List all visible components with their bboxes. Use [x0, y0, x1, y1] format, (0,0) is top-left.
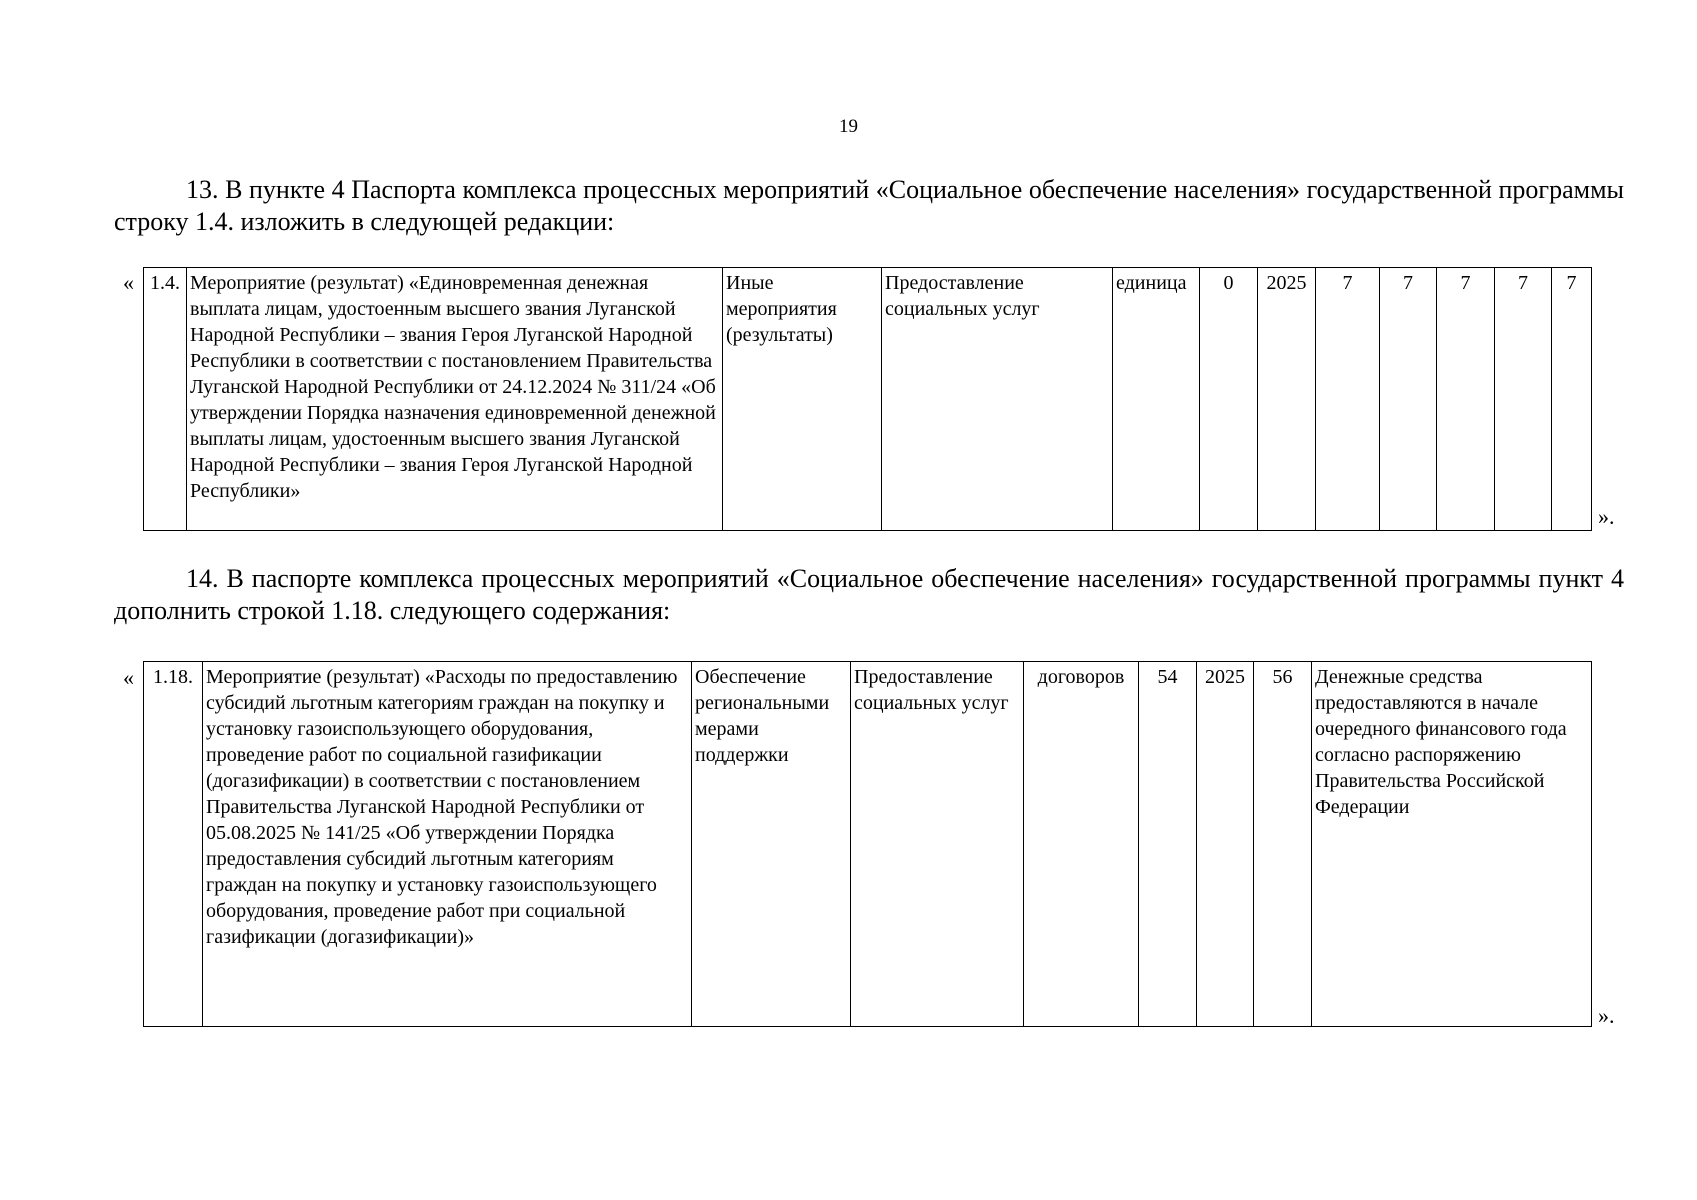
closing-quote-2: ».	[1598, 1003, 1615, 1028]
page-number: 19	[839, 116, 858, 137]
note: Денежные средства предоставляются в начале очередного финансового года согласно распоряжению Правительства Российской Федерации	[1312, 662, 1592, 1027]
paragraph-14: 14. В паспорте комплекса процессных мероприятий «Социальное обеспечение населения» государственной программы пункт 4 дополнить строкой 1.18. следующего содержания:	[114, 564, 1624, 625]
table-row	[144, 662, 1592, 1027]
row-number: 1.18.	[144, 662, 203, 1027]
value-5: 7	[1552, 268, 1592, 531]
closing-quote-1: ».	[1598, 504, 1615, 529]
value-1: 7	[1316, 268, 1380, 531]
value-4: 7	[1495, 268, 1552, 531]
row-number: 1.4.	[144, 268, 187, 531]
measure-name: Мероприятие (результат) «Расходы по предоставлению субсидий льготным категориям граждан на покупку и установку газоиспользующего оборудования, проведение работ по социальной газификации (догазификации) в соответствии с постановлением Правительства Луганской Народной Республики от 05.08.2025 № 141/25 «Об утверждении Порядка предоставления субсидий льготным категориям граждан на покупку и установку газоиспользующего оборудования, проведение работ при социальной газификации (догазификации)»	[203, 662, 692, 1027]
value-3: 7	[1437, 268, 1495, 531]
measure-type: Иные мероприятия (результаты)	[723, 268, 882, 531]
measure-category: Предоставление социальных услуг	[851, 662, 1024, 1027]
opening-quote-1: «	[123, 270, 134, 295]
base-year: 2025	[1258, 268, 1316, 531]
paragraph-13: 13. В пункте 4 Паспорта комплекса процессных мероприятий «Социальное обеспечение населения» государственной программы строку 1.4. изложить в следующей редакции:	[114, 175, 1624, 236]
value-1: 56	[1254, 662, 1312, 1027]
opening-quote-2: «	[123, 665, 134, 690]
amendment-table-row-1-4	[143, 267, 1592, 531]
unit: единица	[1113, 268, 1200, 531]
base-year: 2025	[1197, 662, 1254, 1027]
measure-type: Обеспечение региональными мерами поддержки	[692, 662, 851, 1027]
base-value: 0	[1200, 268, 1258, 531]
base-value: 54	[1139, 662, 1197, 1027]
measure-category: Предоставление социальных услуг	[882, 268, 1113, 531]
amendment-table-row-1-18	[143, 661, 1592, 1027]
value-2: 7	[1380, 268, 1437, 531]
unit: договоров	[1024, 662, 1139, 1027]
measure-name: Мероприятие (результат) «Единовременная денежная выплата лицам, удостоенным высшего звания Луганской Народной Республики – звания Героя Луганской Народной Республики в соответствии с постановлением Правительства Луганской Народной Республики от 24.12.2024 № 311/24 «Об утверждении Порядка назначения единовременной денежной выплаты лицам, удостоенным высшего звания Луганской Народной Республики – звания Героя Луганской Народной Республики»	[187, 268, 723, 531]
table-row	[144, 268, 1592, 531]
